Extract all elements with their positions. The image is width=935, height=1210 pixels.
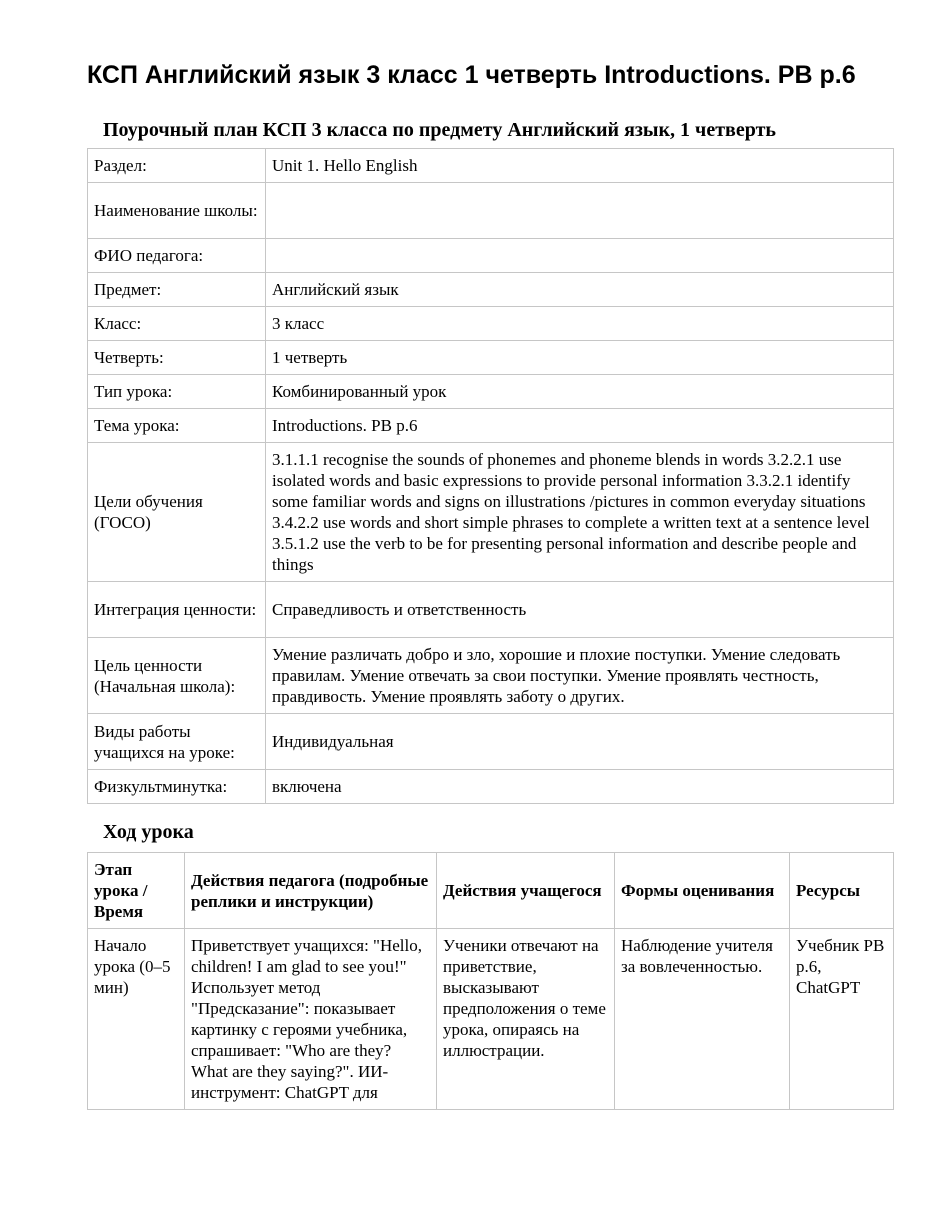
info-value: 3.1.1.1 recognise the sounds of phonemes and phoneme blends in words 3.2.2.1 use isolated words and basic expressions to provide personal information 3.3.2.1 identify some familiar words and signs on illustrations /pictures in common everyday situations 3.4.2.2 use words and short simple phrases to complete a written text at a sentence level 3.5.1.2 use the verb to be for presenting personal information and describe people and things	[266, 443, 894, 582]
info-value: Индивидуальная	[266, 714, 894, 770]
cell-student-actions: Ученики отвечают на приветствие, высказывают предположения о теме урока, опираясь на иллюстрации.	[437, 929, 615, 1110]
column-header-teacher-actions: Действия педагога (подробные реплики и инструкции)	[185, 853, 437, 929]
info-label: Тема урока:	[88, 409, 266, 443]
info-label: Четверть:	[88, 341, 266, 375]
info-label: Класс:	[88, 307, 266, 341]
cell-resources: Учебник PB p.6, ChatGPT	[790, 929, 894, 1110]
cell-assessment: Наблюдение учителя за вовлеченностью.	[615, 929, 790, 1110]
info-label: Виды работы учащихся на уроке:	[88, 714, 266, 770]
column-header-assessment: Формы оценивания	[615, 853, 790, 929]
info-value: Unit 1. Hello English	[266, 149, 894, 183]
info-row-section	[88, 149, 894, 183]
column-header-resources: Ресурсы	[790, 853, 894, 929]
column-header-stage: Этап урока / Время	[88, 853, 185, 929]
lesson-table-header-row	[88, 853, 894, 929]
info-row-lesson-topic	[88, 409, 894, 443]
info-label: Тип урока:	[88, 375, 266, 409]
info-table	[87, 148, 894, 804]
info-value: Умение различать добро и зло, хорошие и плохие поступки. Умение следовать правилам. Умение отвечать за свои поступки. Умение проявлять честность, правдивость. Умение проявлять заботу о других.	[266, 638, 894, 714]
cell-stage: Начало урока (0–5 мин)	[88, 929, 185, 1110]
lesson-table	[87, 852, 894, 1110]
info-row-school	[88, 183, 894, 239]
info-row-values-integration	[88, 582, 894, 638]
info-value: 1 четверть	[266, 341, 894, 375]
info-label: Предмет:	[88, 273, 266, 307]
info-row-work-types	[88, 714, 894, 770]
info-value: Справедливость и ответственность	[266, 582, 894, 638]
info-value	[266, 239, 894, 273]
cell-teacher-actions: Приветствует учащихся: "Hello, children! I am glad to see you!" Использует метод "Предсказание": показывает картинку с героями учебника, спрашивает: "Who are they? What are they saying?". ИИ-инструмент: ChatGPT для	[185, 929, 437, 1110]
info-value	[266, 183, 894, 239]
info-value: 3 класс	[266, 307, 894, 341]
info-label: Раздел:	[88, 149, 266, 183]
info-row-teacher	[88, 239, 894, 273]
document-page	[87, 0, 893, 1110]
info-label: Цель ценности (Начальная школа):	[88, 638, 266, 714]
info-label: ФИО педагога:	[88, 239, 266, 273]
info-label: Цели обучения (ГОСО)	[88, 443, 266, 582]
info-value: Английский язык	[266, 273, 894, 307]
plan-heading: Поурочный план КСП 3 класса по предмету Английский язык, 1 четверть	[103, 119, 776, 141]
info-value: включена	[266, 770, 894, 804]
info-row-quarter	[88, 341, 894, 375]
info-row-physical-break	[88, 770, 894, 804]
info-label: Физкультминутка:	[88, 770, 266, 804]
info-row-lesson-type	[88, 375, 894, 409]
info-label: Интеграция ценности:	[88, 582, 266, 638]
info-row-learning-objectives	[88, 443, 894, 582]
info-row-value-goal	[88, 638, 894, 714]
info-label: Наименование школы:	[88, 183, 266, 239]
info-row-grade	[88, 307, 894, 341]
lesson-heading: Ход урока	[103, 821, 194, 843]
info-value: Комбинированный урок	[266, 375, 894, 409]
table-row	[88, 929, 894, 1110]
info-value: Introductions. PB p.6	[266, 409, 894, 443]
document-title: КСП Английский язык 3 класс 1 четверть Introductions. PB p.6	[87, 61, 856, 89]
column-header-student-actions: Действия учащегося	[437, 853, 615, 929]
info-row-subject	[88, 273, 894, 307]
